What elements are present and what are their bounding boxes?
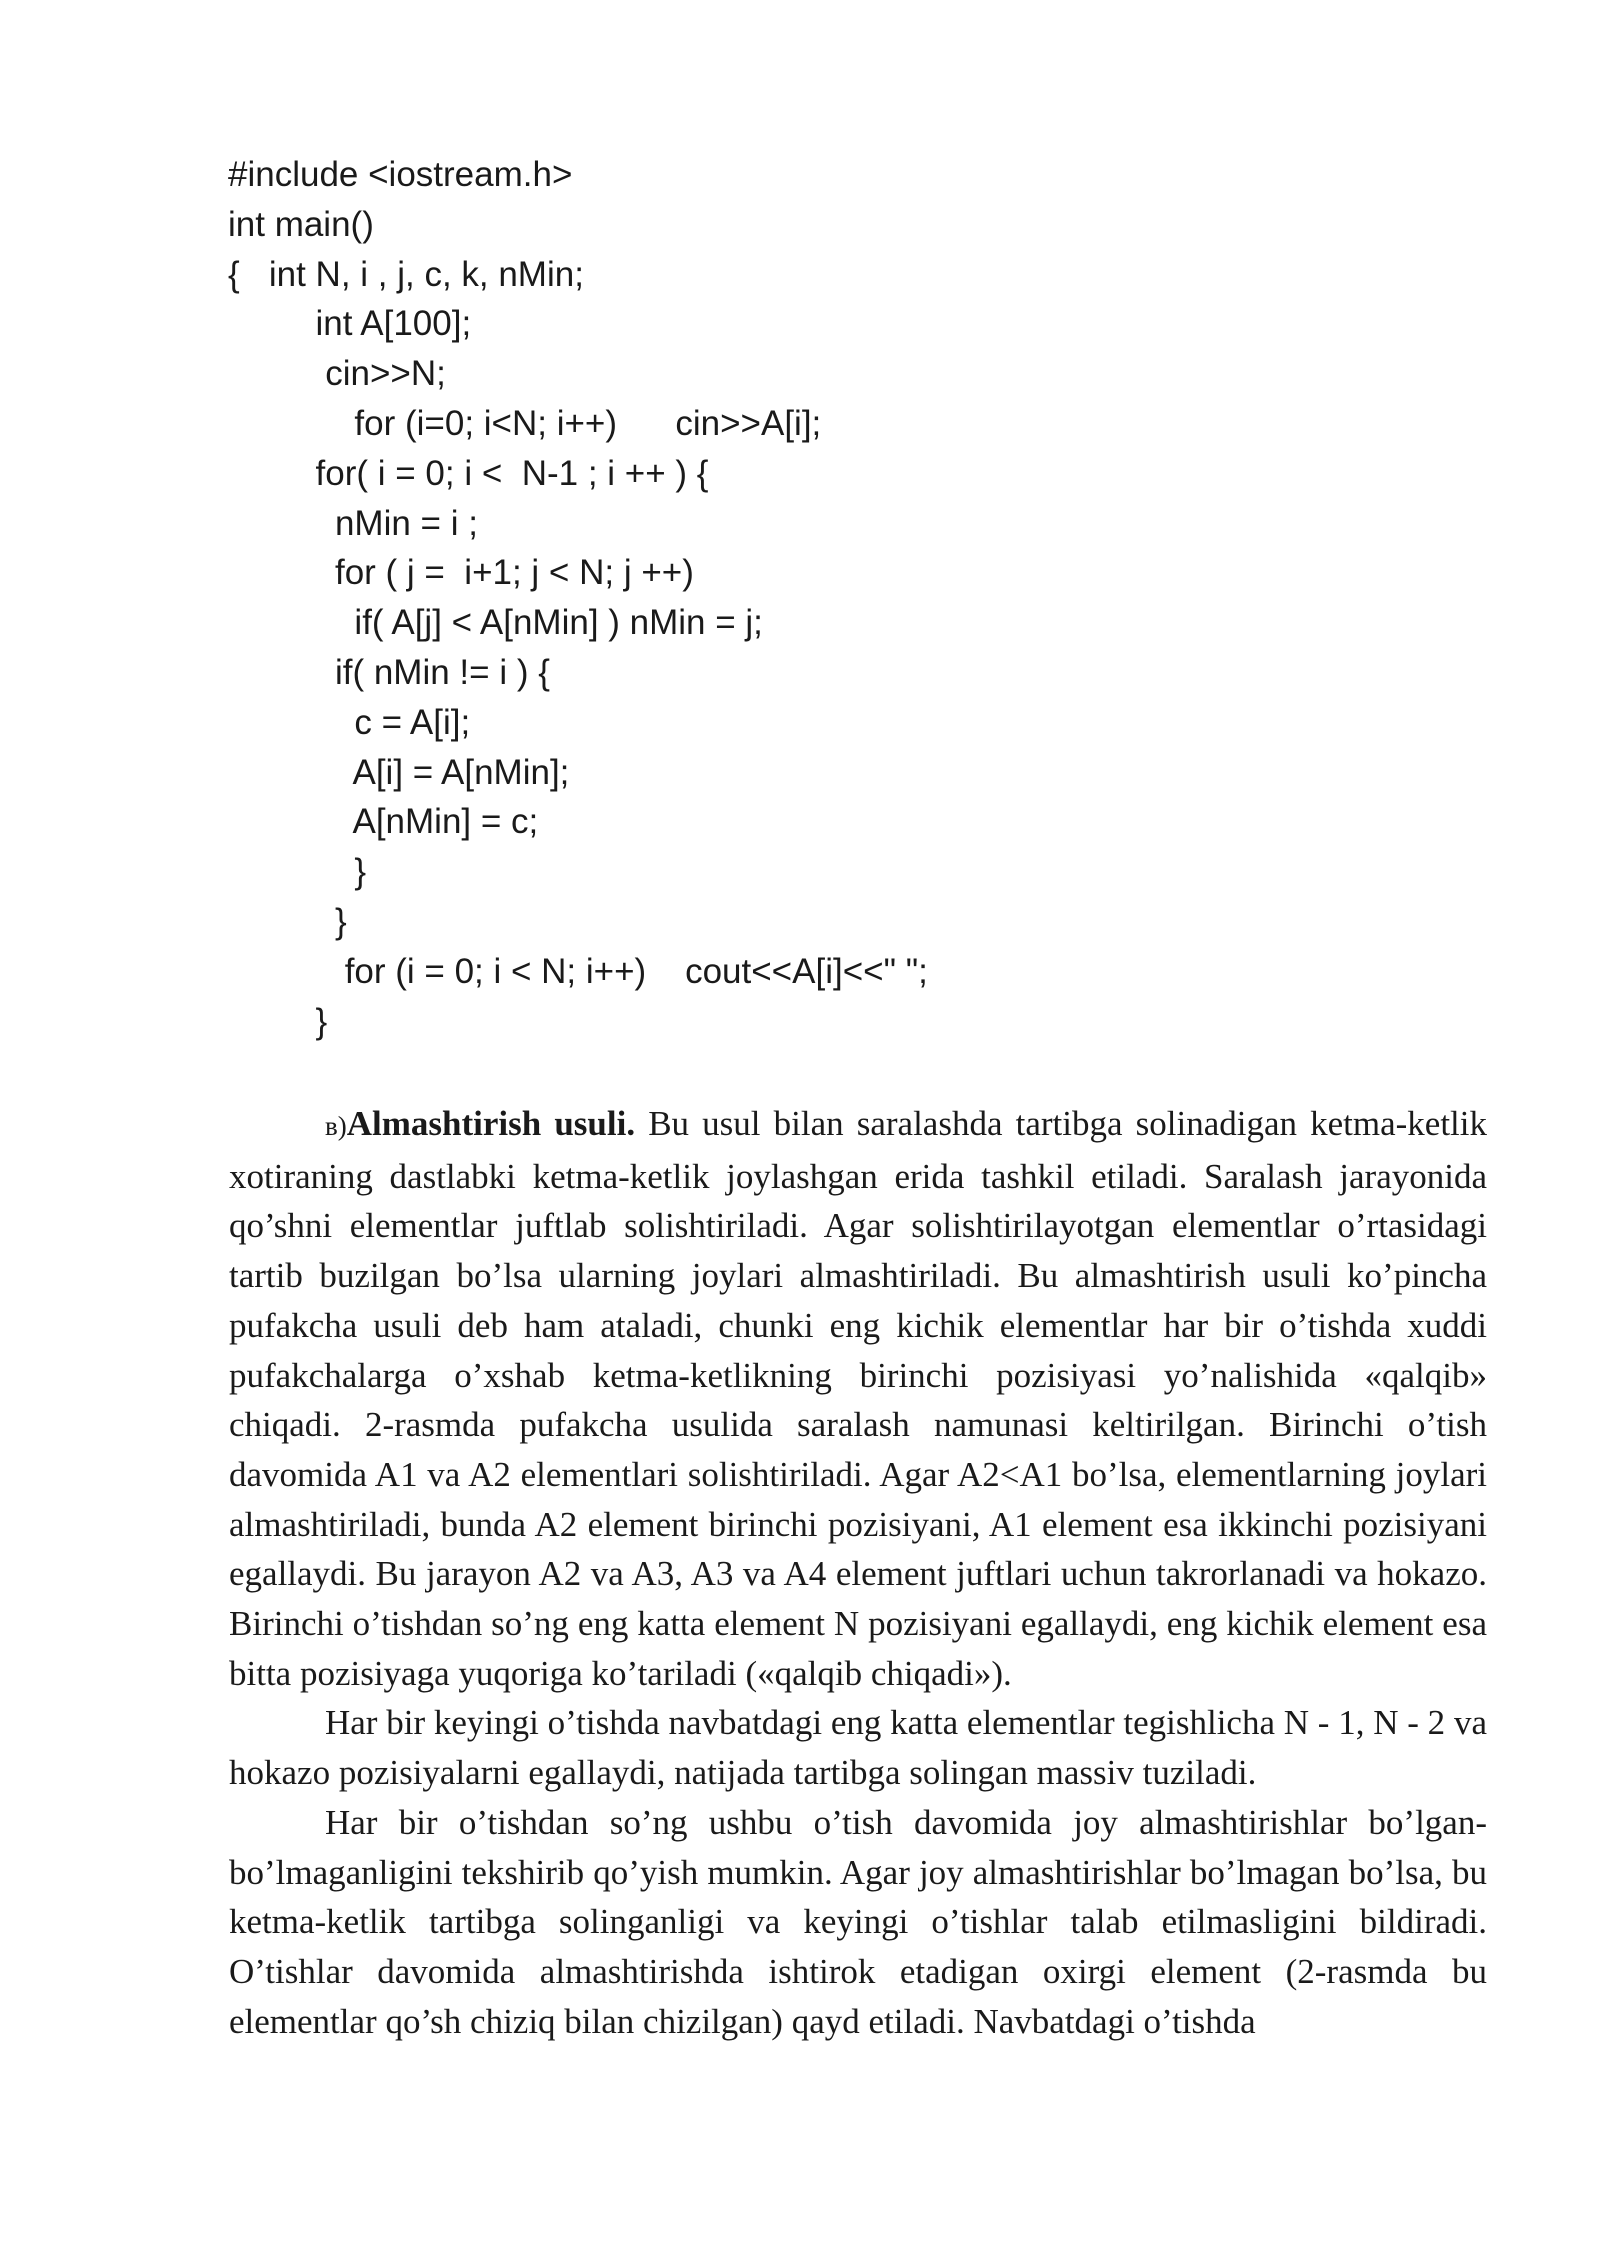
code-line: int main() — [228, 204, 374, 244]
code-line: c = A[i]; — [228, 702, 471, 742]
section-heading: Almashtirish usuli. — [346, 1104, 636, 1143]
code-line: if( nMin != i ) { — [228, 652, 550, 692]
code-line: if( A[j] < A[nMin] ) nMin = j; — [228, 603, 763, 643]
code-line: for (i = 0; i < N; i++) cout<<A[i]<<" "; — [228, 951, 928, 991]
code-line: A[i] = A[nMin]; — [228, 752, 570, 792]
code-line: #include <iostream.h> — [228, 155, 573, 194]
code-line: } — [228, 852, 367, 892]
code-line: int A[100]; — [228, 304, 472, 344]
code-line: for( i = 0; i < N-1 ; i ++ ) { — [228, 453, 709, 493]
paragraph-text: Bu usul bilan saralashda tartibga solinadigan ketma-ketlik xotiraning dastlabki ketma-ketlik joylashgan erida tashkil etiladi. Saralash jarayonida qo’shni elementlar juftlab solishtiriladi. Agar solishtirilayotgan elementlar o’rtasidagi tartib buzilgan bo’lsa ularning joylari almashtiriladi. Bu almashtirish usuli ko’pincha pufakcha usuli deb ham ataladi, chunki eng kichik elementlar har bir o’tishda xuddi pufakchalarga o’xshab ketma-ketlikning birinchi pozisiyasi yo’nalishida «qalqib» chiqadi. 2-rasmda pufakcha usulida saralash namunasi keltirilgan. Birinchi o’tish davomida A1 va A2 elementlari solishtiriladi. Agar A2<A1 bo’lsa, elementlarning joylari almashtiriladi, bunda A2 element birinchi pozisiyani, A1 element esa ikkinchi pozisiyani egallaydi. Bu jarayon A2 va A3, A3 va A4 element juftlari uchun takrorlanadi va hokazo. Birinchi o’tishdan so’ng eng katta element N pozisiyani egallaydi, eng kichik element esa bitta pozisiyaga yuqoriga ko’tariladi («qalqib chiqadi»). — [229, 1104, 1487, 1693]
code-listing — [228, 150, 1328, 1046]
body-paragraph: Har bir keyingi o’tishda navbatdagi eng katta elementlar tegishlicha N - 1, N - 2 va hokazo pozisiyalarni egallaydi, natijada tartibga solingan massiv tuziladi. — [229, 1703, 1487, 1793]
code-line: { int N, i , j, c, k, nMin; — [228, 254, 584, 294]
code-line: for ( j = i+1; j < N; j ++) — [228, 553, 694, 593]
code-line: A[nMin] = c; — [228, 802, 539, 842]
code-line: } — [228, 1001, 328, 1041]
code-line: } — [228, 901, 347, 941]
body-paragraph: Har bir o’tishdan so’ng ushbu o’tish davomida joy almashtirishlar bo’lgan-bo’lmaganligini tekshirib qo’yish mumkin. Agar joy almashtirishlar bo’lmagan bo’lsa, bu ketma-ketlik tartibga solinganligi va keyingi o’tishlar talab etilmasligini bildiradi. O’tishlar davomida almashtirishda ishtirok etadigan oxirgi element (2-rasmda bu elementlar qo’sh chiziq bilan chizilgan) qayd etiladi. Navbatdagi o’tishda — [229, 1802, 1487, 2041]
section-marker: в) — [325, 1111, 347, 1141]
section-intro-paragraph — [229, 1099, 1487, 1698]
section-text — [229, 1099, 1487, 2046]
code-line: for (i=0; i<N; i++) cin>>A[i]; — [228, 403, 822, 443]
code-line: cin>>N; — [228, 354, 446, 394]
code-line: nMin = i ; — [228, 503, 478, 543]
